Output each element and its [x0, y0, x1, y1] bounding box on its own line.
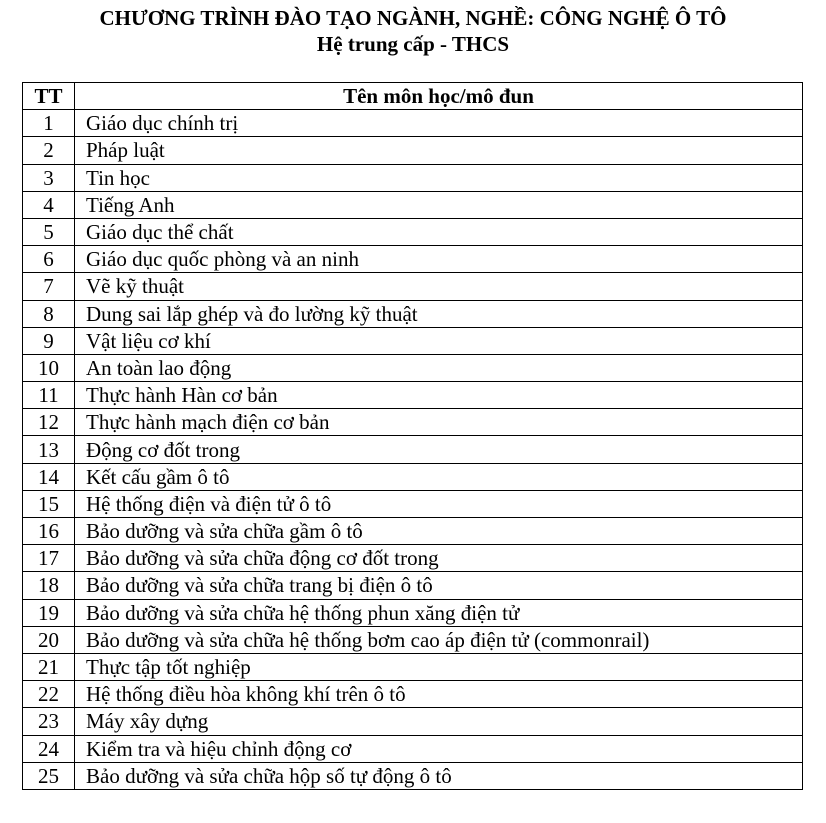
- subject-name-cell: Giáo dục chính trị: [75, 110, 803, 137]
- row-number-cell: 13: [23, 436, 75, 463]
- row-number-cell: 22: [23, 681, 75, 708]
- table-row: [23, 273, 803, 300]
- row-number-cell: 10: [23, 354, 75, 381]
- table-header-row: [23, 83, 803, 110]
- subject-name-cell: Thực hành mạch điện cơ bản: [75, 409, 803, 436]
- table-row: [23, 436, 803, 463]
- row-number-cell: 3: [23, 164, 75, 191]
- table-row: [23, 354, 803, 381]
- table-row: [23, 572, 803, 599]
- subject-name-cell: Kiểm tra và hiệu chỉnh động cơ: [75, 735, 803, 762]
- subject-name-cell: Vật liệu cơ khí: [75, 327, 803, 354]
- row-number-cell: 2: [23, 137, 75, 164]
- subject-name-cell: An toàn lao động: [75, 354, 803, 381]
- subject-name-cell: Hệ thống điện và điện tử ô tô: [75, 490, 803, 517]
- table-row: [23, 191, 803, 218]
- subject-name-cell: Bảo dưỡng và sửa chữa gầm ô tô: [75, 518, 803, 545]
- subject-name-cell: Tiếng Anh: [75, 191, 803, 218]
- curriculum-table: [22, 82, 803, 790]
- subject-name-cell: Thực hành Hàn cơ bản: [75, 382, 803, 409]
- table-row: [23, 246, 803, 273]
- row-number-cell: 14: [23, 463, 75, 490]
- subject-name-cell: Động cơ đốt trong: [75, 436, 803, 463]
- row-number-cell: 8: [23, 300, 75, 327]
- table-row: [23, 327, 803, 354]
- subject-name-cell: Thực tập tốt nghiệp: [75, 653, 803, 680]
- table-row: [23, 218, 803, 245]
- table-row: [23, 490, 803, 517]
- table-row: [23, 110, 803, 137]
- column-header-subject-name: Tên môn học/mô đun: [75, 83, 803, 110]
- table-row: [23, 300, 803, 327]
- subject-name-cell: Kết cấu gầm ô tô: [75, 463, 803, 490]
- row-number-cell: 1: [23, 110, 75, 137]
- row-number-cell: 25: [23, 762, 75, 789]
- table-row: [23, 545, 803, 572]
- row-number-cell: 15: [23, 490, 75, 517]
- row-number-cell: 23: [23, 708, 75, 735]
- table-row: [23, 599, 803, 626]
- table-row: [23, 382, 803, 409]
- subject-name-cell: Hệ thống điều hòa không khí trên ô tô: [75, 681, 803, 708]
- table-row: [23, 409, 803, 436]
- subject-name-cell: Giáo dục thể chất: [75, 218, 803, 245]
- table-row: [23, 762, 803, 789]
- row-number-cell: 21: [23, 653, 75, 680]
- table-row: [23, 137, 803, 164]
- row-number-cell: 4: [23, 191, 75, 218]
- row-number-cell: 11: [23, 382, 75, 409]
- page-title: CHƯƠNG TRÌNH ĐÀO TẠO NGÀNH, NGHỀ: CÔNG NGHỆ Ô TÔ: [99, 6, 727, 30]
- row-number-cell: 9: [23, 327, 75, 354]
- row-number-cell: 6: [23, 246, 75, 273]
- subject-name-cell: Giáo dục quốc phòng và an ninh: [75, 246, 803, 273]
- row-number-cell: 20: [23, 626, 75, 653]
- row-number-cell: 5: [23, 218, 75, 245]
- table-row: [23, 735, 803, 762]
- subject-name-cell: Máy xây dựng: [75, 708, 803, 735]
- subject-name-cell: Bảo dưỡng và sửa chữa trang bị điện ô tô: [75, 572, 803, 599]
- row-number-cell: 12: [23, 409, 75, 436]
- table-header: [23, 83, 803, 110]
- table-row: [23, 626, 803, 653]
- table-row: [23, 518, 803, 545]
- table-row: [23, 708, 803, 735]
- table-body: [23, 110, 803, 790]
- page-subtitle: Hệ trung cấp - THCS: [316, 32, 510, 56]
- subject-name-cell: Bảo dưỡng và sửa chữa hộp số tự động ô tô: [75, 762, 803, 789]
- row-number-cell: 16: [23, 518, 75, 545]
- table-row: [23, 653, 803, 680]
- subject-name-cell: Dung sai lắp ghép và đo lường kỹ thuật: [75, 300, 803, 327]
- row-number-cell: 18: [23, 572, 75, 599]
- row-number-cell: 24: [23, 735, 75, 762]
- subject-name-cell: Pháp luật: [75, 137, 803, 164]
- row-number-cell: 19: [23, 599, 75, 626]
- row-number-cell: 7: [23, 273, 75, 300]
- column-header-tt: TT: [23, 83, 75, 110]
- table-row: [23, 164, 803, 191]
- subject-name-cell: Bảo dưỡng và sửa chữa hệ thống bơm cao áp điện tử (commonrail): [75, 626, 803, 653]
- subject-name-cell: Bảo dưỡng và sửa chữa động cơ đốt trong: [75, 545, 803, 572]
- table-row: [23, 681, 803, 708]
- subject-name-cell: Tin học: [75, 164, 803, 191]
- subject-name-cell: Bảo dưỡng và sửa chữa hệ thống phun xăng điện tử: [75, 599, 803, 626]
- row-number-cell: 17: [23, 545, 75, 572]
- subject-name-cell: Vẽ kỹ thuật: [75, 273, 803, 300]
- table-row: [23, 463, 803, 490]
